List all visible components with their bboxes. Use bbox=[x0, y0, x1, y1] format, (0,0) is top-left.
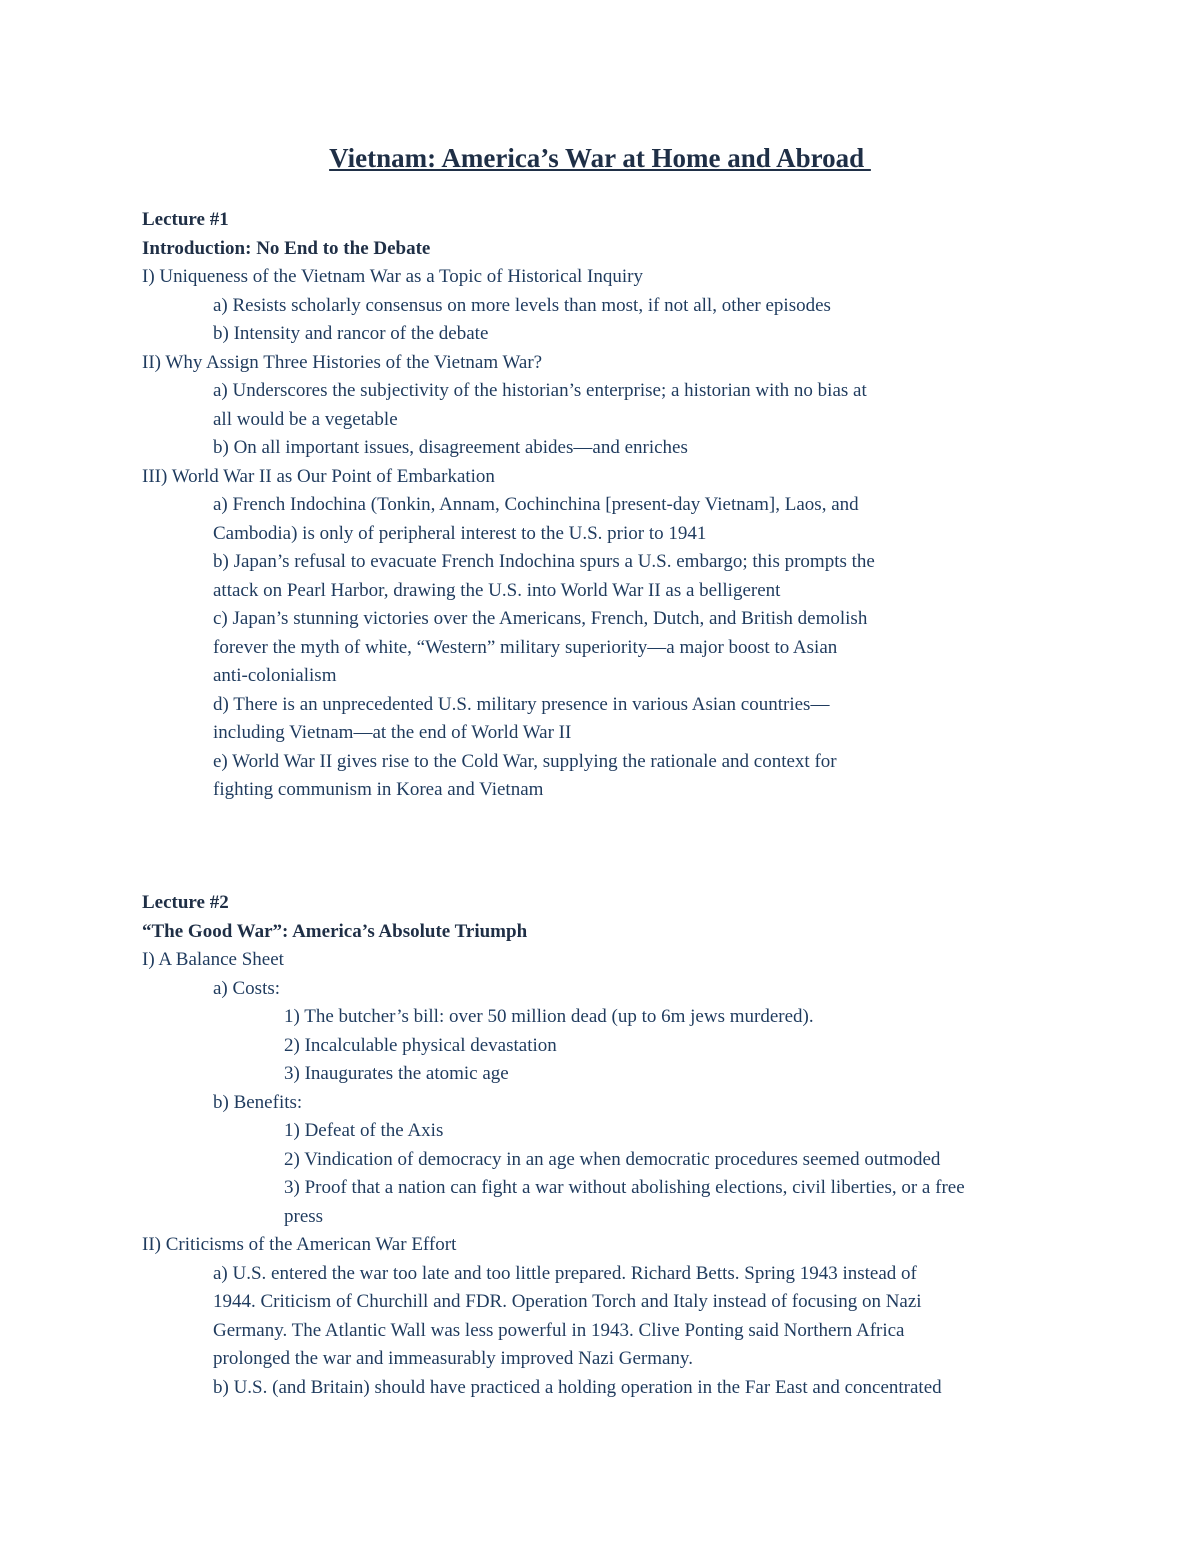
outline-item: Cambodia) is only of peripheral interest to the U.S. prior to 1941 bbox=[213, 522, 707, 544]
outline-item: a) French Indochina (Tonkin, Annam, Cochinchina [present-day Vietnam], Laos, and bbox=[213, 494, 859, 515]
outline-item: forever the myth of white, “Western” military superiority—a major boost to Asian bbox=[213, 636, 838, 658]
outline-item: e) World War II gives rise to the Cold War, supplying the rationale and context for bbox=[213, 750, 837, 772]
outline-item: II) Why Assign Three Histories of the Vietnam War? bbox=[142, 351, 543, 373]
outline-item: attack on Pearl Harbor, drawing the U.S. into World War II as a belligerent bbox=[213, 579, 781, 601]
outline-item: b) U.S. (and Britain) should have practiced a holding operation in the Far East and concentrated bbox=[213, 1376, 942, 1398]
lecture-2-subtitle: “The Good War”: America’s Absolute Triumph bbox=[142, 920, 528, 942]
outline-item: including Vietnam—at the end of World War II bbox=[213, 722, 572, 743]
outline-item: Germany. The Atlantic Wall was less powerful in 1943. Clive Ponting said Northern Africa bbox=[213, 1319, 905, 1341]
lecture-2-heading: Lecture #2 bbox=[142, 892, 229, 913]
outline-item: 1944. Criticism of Churchill and FDR. Operation Torch and Italy instead of focusing on Nazi bbox=[213, 1291, 922, 1312]
outline-item: press bbox=[284, 1205, 324, 1227]
outline-item: a) U.S. entered the war too late and too little prepared. Richard Betts. Spring 1943 instead of bbox=[213, 1262, 917, 1284]
outline-item: III) World War II as Our Point of Embarkation bbox=[142, 465, 495, 487]
outline-item: 3) Proof that a nation can fight a war without abolishing elections, civil liberties, or a free bbox=[284, 1177, 965, 1198]
outline-item: anti-colonialism bbox=[213, 665, 337, 686]
outline-item: 1) The butcher’s bill: over 50 million dead (up to 6m jews murdered). bbox=[284, 1006, 814, 1027]
document-title: Vietnam: America’s War at Home and Abroad bbox=[329, 143, 871, 173]
outline-item: 1) Defeat of the Axis bbox=[284, 1120, 444, 1141]
lecture-1-subtitle: Introduction: No End to the Debate bbox=[142, 237, 431, 259]
outline-item: 2) Vindication of democracy in an age when democratic procedures seemed outmoded bbox=[284, 1148, 941, 1170]
outline-item: b) Benefits: bbox=[213, 1091, 303, 1113]
lecture-2-section bbox=[142, 889, 1082, 1402]
outline-item: a) Costs: bbox=[213, 977, 281, 999]
outline-item: a) Resists scholarly consensus on more levels than most, if not all, other episodes bbox=[213, 294, 831, 316]
outline-item: prolonged the war and immeasurably improved Nazi Germany. bbox=[213, 1348, 693, 1369]
outline-item: d) There is an unprecedented U.S. military presence in various Asian countries— bbox=[213, 693, 830, 715]
outline-item: b) On all important issues, disagreement abides—and enriches bbox=[213, 437, 688, 458]
outline-item: II) Criticisms of the American War Effort bbox=[142, 1234, 457, 1255]
outline-item: all would be a vegetable bbox=[213, 408, 398, 430]
outline-item: b) Japan’s refusal to evacuate French Indochina spurs a U.S. embargo; this prompts the bbox=[213, 551, 875, 572]
outline-item: 2) Incalculable physical devastation bbox=[284, 1034, 557, 1056]
outline-item: b) Intensity and rancor of the debate bbox=[213, 323, 489, 344]
outline-item: I) Uniqueness of the Vietnam War as a Topic of Historical Inquiry bbox=[142, 266, 643, 287]
outline-item: c) Japan’s stunning victories over the Americans, French, Dutch, and British demolish bbox=[213, 608, 868, 629]
outline-item: I) A Balance Sheet bbox=[142, 949, 284, 970]
outline-item: a) Underscores the subjectivity of the historian’s enterprise; a historian with no bias at bbox=[213, 380, 867, 401]
outline-item: 3) Inaugurates the atomic age bbox=[284, 1063, 509, 1084]
lecture-1-heading: Lecture #1 bbox=[142, 209, 229, 230]
outline-item: fighting communism in Korea and Vietnam bbox=[213, 779, 544, 800]
lecture-1-section bbox=[142, 206, 1082, 805]
